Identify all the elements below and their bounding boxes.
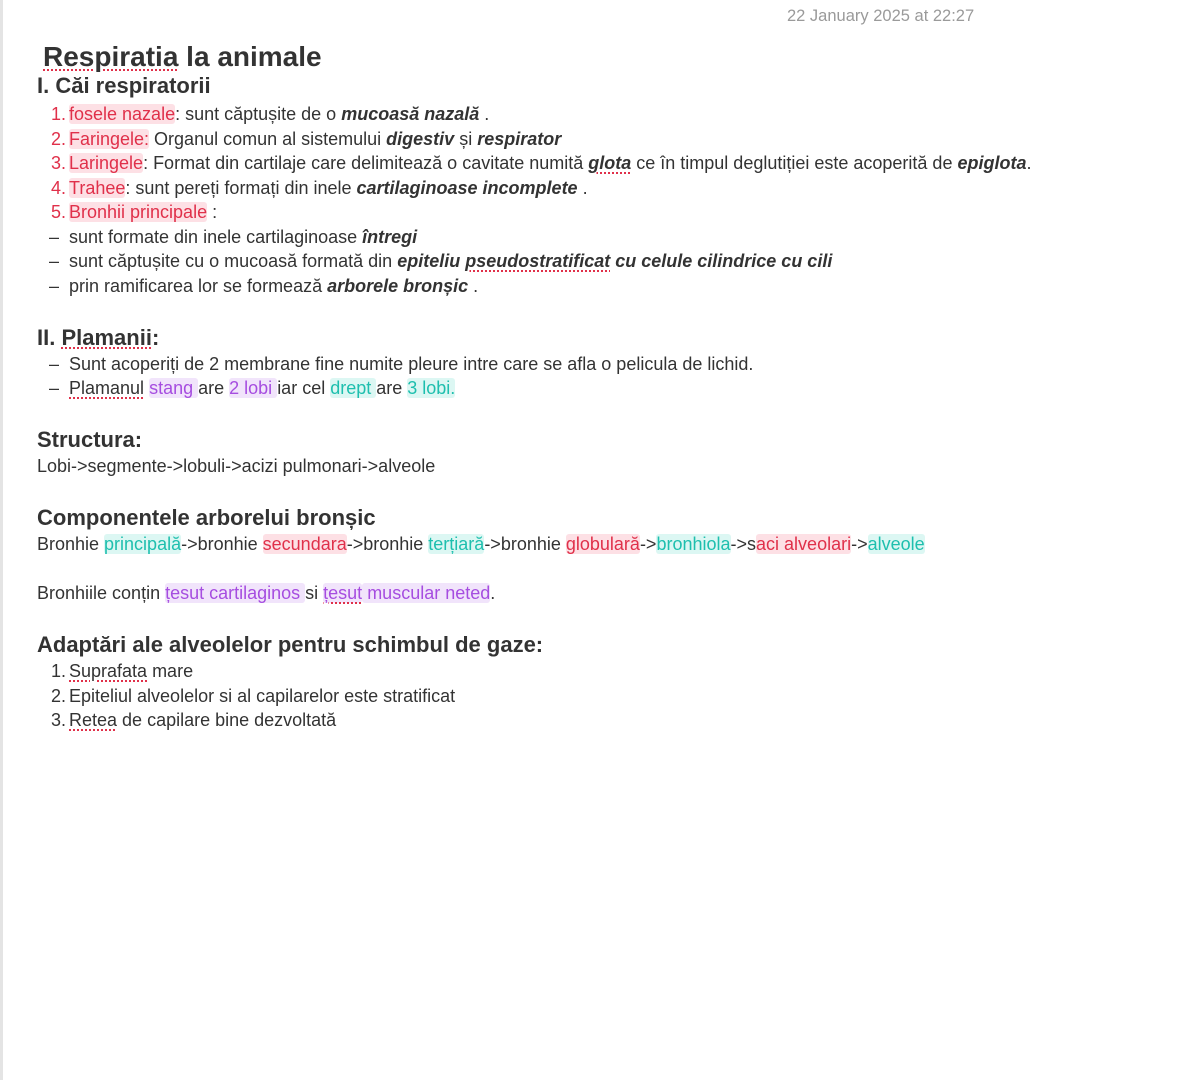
emphasis-text: mucoasă nazală [341, 104, 480, 124]
note-body[interactable] [37, 40, 1167, 733]
text-run: : Format din cartilaje care delimitează o cavitate numită [143, 153, 589, 173]
text-run: ->bronhie [181, 534, 263, 554]
text-run: : sunt pereți formați din inele [125, 177, 357, 198]
section-heading [37, 74, 1167, 102]
numbered-list-item [37, 102, 1167, 127]
text-run: la animale [178, 41, 322, 72]
text-run: are [198, 378, 230, 398]
paragraph [37, 581, 1167, 606]
red-highlight: Bronhii principale [69, 202, 208, 222]
text-run: ->bronhie [346, 534, 429, 554]
red-highlight: secundara [262, 534, 347, 554]
text-run: si [305, 583, 324, 603]
teal-highlight: 3 lobi. [407, 378, 456, 398]
emphasis-text: epiglota [957, 153, 1027, 173]
paragraph [37, 532, 1167, 557]
paragraph [37, 454, 1167, 479]
text-run: prin ramificarea lor se formează [69, 275, 328, 296]
blank-line [37, 298, 1167, 323]
blank-line [37, 401, 1167, 426]
numbered-list-item [37, 684, 1167, 709]
text-run: II. [37, 324, 62, 350]
text-run: -> [639, 534, 657, 554]
numbered-list-item [37, 200, 1167, 225]
red-highlight: Trahee [69, 177, 126, 198]
text-run: . [490, 583, 496, 603]
list-number: 1. [50, 104, 66, 124]
text-run: sunt căptușite cu o mucoasă formată din [69, 251, 398, 271]
list-dash: – [48, 275, 59, 296]
text-run: Adaptări ale alveolelor pentru schimbul de gaze: [37, 632, 544, 657]
list-dash: – [48, 378, 59, 398]
list-number: 3. [50, 153, 66, 173]
red-highlight: aci alveolari [756, 534, 852, 554]
text-run: -> [851, 534, 868, 554]
text-run: . [577, 177, 588, 198]
section-heading [37, 630, 1167, 659]
blank-line [37, 606, 1167, 631]
dash-list-item [37, 376, 1167, 401]
list-dash: – [48, 251, 59, 271]
emphasis-text: cu celule cilindrice cu cili [610, 251, 833, 271]
list-number: 2. [50, 685, 66, 706]
purple-highlight: 2 lobi [229, 378, 278, 398]
emphasis-text: cartilaginoase incomplete [356, 177, 578, 198]
list-number: 1. [50, 661, 66, 681]
purple-highlight-misspelled: țesut [323, 583, 363, 603]
list-number: 3. [50, 710, 66, 730]
misspelled-word: Plamanul [69, 378, 145, 398]
emphasis-text: respirator [477, 128, 562, 149]
text-run: : [151, 324, 160, 350]
text-run: Bronhie [37, 534, 105, 554]
section-heading [37, 323, 1167, 352]
misspelled-word: Suprafata [69, 661, 148, 681]
numbered-list-item [37, 127, 1167, 152]
text-run: Bronhiile conțin [37, 583, 166, 603]
text-run: : [207, 202, 218, 222]
numbered-list-item [37, 708, 1167, 733]
emphasis-text: epiteliu [397, 251, 466, 271]
purple-highlight: muscular neted [362, 583, 491, 603]
text-run: Epiteliul alveolelor si al capilarelor este stratificat [69, 685, 456, 706]
misspelled-word: Plamanii [61, 324, 152, 350]
text-run: de capilare bine dezvoltată [117, 710, 337, 730]
list-dash: – [48, 353, 59, 374]
blank-line [37, 557, 1167, 582]
list-dash: – [48, 226, 59, 247]
misspelled-word: Retea [69, 710, 118, 730]
text-run: ce în timpul deglutiției este acoperită de [631, 153, 958, 173]
dash-list-item [37, 249, 1167, 274]
text-run: . [479, 104, 490, 124]
purple-highlight: țesut cartilaginos [165, 583, 306, 603]
red-highlight: Faringele: [69, 128, 150, 149]
teal-highlight: alveole [867, 534, 925, 554]
note-timestamp: 22 January 2025 at 22:27 [787, 7, 975, 25]
text-run: . [468, 275, 479, 296]
emphasis-text: întregi [362, 226, 418, 247]
teal-highlight: principală [104, 534, 182, 554]
emphasis-text: arborele bronșic [327, 275, 469, 296]
text-run: mare [147, 661, 194, 681]
note-title [37, 40, 1167, 74]
numbered-list-item [37, 659, 1167, 684]
section-heading [37, 425, 1167, 454]
numbered-list-item [37, 151, 1167, 176]
misspelled-word: Respiratia [43, 41, 179, 72]
dash-list-item [37, 274, 1167, 299]
blank-line [37, 479, 1167, 504]
text-run: Lobi->segmente->lobuli->acizi pulmonari->alveole [37, 456, 436, 476]
text-run: : sunt căptușite de o [175, 104, 342, 124]
text-run: ->s [730, 534, 757, 554]
list-number: 5. [50, 202, 66, 222]
dash-list-item [37, 352, 1167, 377]
text-run: Structura: [37, 427, 143, 452]
emphasis-misspelled-text: pseudostratificat [465, 251, 611, 271]
text-run: ->bronhie [484, 534, 566, 554]
text-run: . [1026, 153, 1032, 173]
text-run: Sunt acoperiți de 2 membrane fine numite pleure intre care se afla o pelicula de lichid. [69, 353, 754, 374]
text-run: Organul comun al sistemului [149, 128, 387, 149]
text-run: iar cel [277, 378, 331, 398]
emphasis-text: digestiv [386, 128, 455, 149]
numbered-list-item [37, 176, 1167, 201]
teal-highlight: terțiară [428, 534, 485, 554]
teal-highlight: bronhiola [656, 534, 731, 554]
red-highlight: fosele nazale [69, 104, 176, 124]
emphasis-misspelled-text: glota [588, 153, 632, 173]
text-run: și [454, 128, 478, 149]
list-number: 4. [50, 177, 66, 198]
teal-highlight: drept [330, 378, 377, 398]
text-run: I. Căi respiratorii [37, 73, 211, 98]
red-highlight: Laringele [69, 153, 144, 173]
purple-highlight: stang [149, 378, 199, 398]
text-run: sunt formate din inele cartilaginoase [69, 226, 363, 247]
window-left-edge [0, 0, 3, 1080]
text-run: are [376, 378, 408, 398]
red-highlight: globulară [565, 534, 640, 554]
section-heading [37, 503, 1167, 532]
text-run: Componentele arborelui bronșic [37, 505, 376, 530]
list-number: 2. [50, 128, 66, 149]
dash-list-item [37, 225, 1167, 250]
